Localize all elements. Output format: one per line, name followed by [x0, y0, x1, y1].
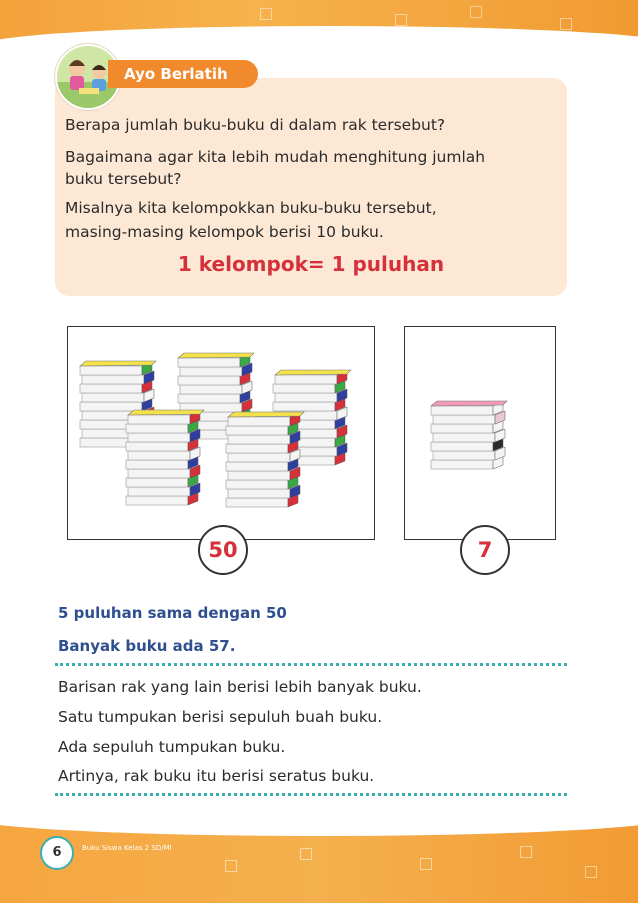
header-band — [0, 0, 638, 42]
text-line: Satu tumpukan berisi sepuluh buah buku. — [58, 708, 383, 726]
intro-line: Berapa jumlah buku-buku di dalam rak tersebut? — [65, 116, 446, 134]
footer-band — [0, 818, 638, 903]
book-title: Buku Siswa Kelas 2 SD/MI — [82, 844, 172, 852]
book-stack — [126, 410, 204, 505]
page-number: 6 — [40, 836, 74, 870]
book-stack-illustration — [405, 327, 555, 539]
value-fifty-circle: 50 — [198, 525, 248, 575]
summary-total: Banyak buku ada 57. — [58, 637, 236, 655]
books-fifty-box — [67, 326, 375, 540]
intro-line: masing-masing kelompok berisi 10 buku. — [65, 223, 384, 241]
intro-line: buku tersebut? — [65, 170, 182, 188]
books-seven-box — [404, 326, 556, 540]
highlight-statement: 1 kelompok= 1 puluhan — [177, 252, 445, 276]
dotted-divider — [55, 793, 567, 796]
book-stack — [226, 412, 304, 507]
dotted-divider — [55, 663, 567, 666]
text-line: Ada sepuluh tumpukan buku. — [58, 738, 286, 756]
value-seven-circle: 7 — [460, 525, 510, 575]
intro-line: Bagaimana agar kita lebih mudah menghitung jumlah — [65, 148, 486, 166]
intro-line: Misalnya kita kelompokkan buku-buku tersebut, — [65, 199, 437, 217]
book-stack — [431, 401, 507, 469]
section-badge: Ayo Berlatih — [108, 60, 258, 88]
book-stacks-illustration — [68, 327, 374, 539]
summary-tens: 5 puluhan sama dengan 50 — [58, 604, 287, 622]
text-line: Artinya, rak buku itu berisi seratus buku. — [58, 767, 375, 785]
text-line: Barisan rak yang lain berisi lebih banyak buku. — [58, 678, 422, 696]
